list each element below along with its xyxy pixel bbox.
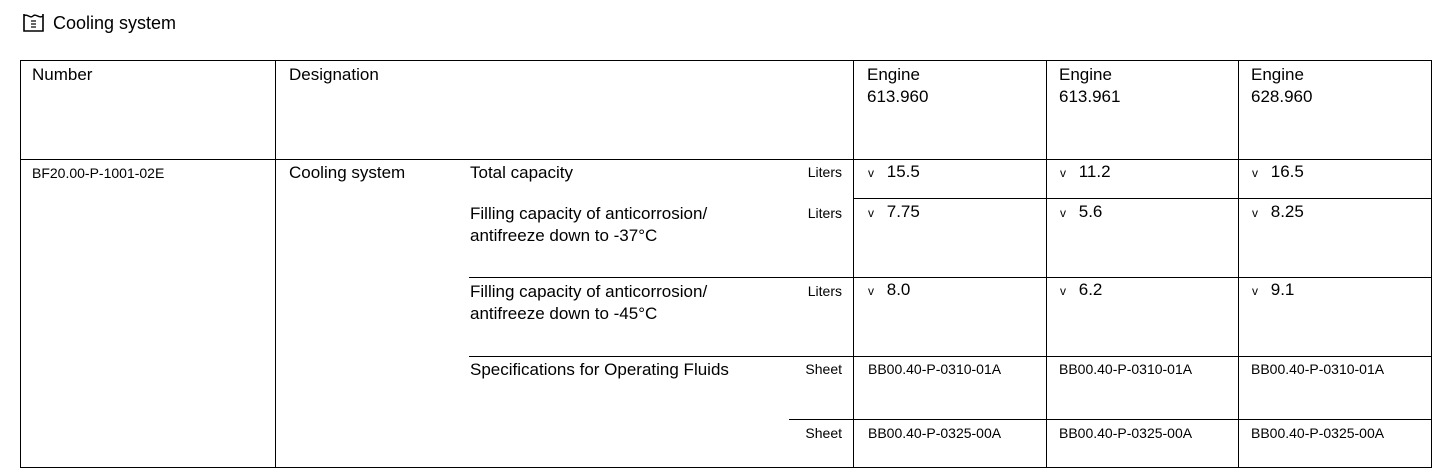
sheet-reference: BB00.40-P-0325-00A	[1059, 425, 1193, 441]
sheet-reference: BB00.40-P-0310-01A	[1251, 361, 1385, 377]
item-label: Total capacity	[470, 163, 573, 182]
engine-label: Engine	[1251, 65, 1304, 84]
value-cell	[1060, 202, 1102, 222]
sheet-reference: BB00.40-P-0310-01A	[1059, 361, 1193, 377]
section-title: Cooling system	[53, 13, 177, 33]
marker-icon: v	[868, 166, 874, 180]
value-cell	[868, 162, 920, 182]
engine-code: 613.960	[867, 87, 929, 106]
marker-icon: v	[1252, 166, 1258, 180]
engine-label: Engine	[1059, 65, 1112, 84]
item-unit: Sheet	[805, 425, 842, 441]
marker-icon: v	[1060, 166, 1066, 180]
engine-label: Engine	[867, 65, 920, 84]
item-label: Filling capacity of anticorrosion/ antifreeze down to -45°C	[470, 282, 708, 323]
value: 11.2	[1078, 162, 1111, 181]
value: 8.25	[1270, 202, 1304, 221]
value: 6.2	[1078, 280, 1103, 299]
marker-icon: v	[1252, 284, 1258, 298]
engine-code: 613.961	[1059, 87, 1121, 106]
value-cell	[1060, 162, 1111, 182]
marker-icon: v	[868, 284, 874, 298]
value: 9.1	[1270, 280, 1295, 299]
column-header-engine-2	[1059, 64, 1120, 108]
value: 16.5	[1270, 162, 1304, 181]
column-header-number: Number	[32, 65, 93, 84]
marker-icon: v	[868, 206, 874, 220]
value-cell	[868, 280, 910, 300]
item-unit: Liters	[807, 164, 842, 180]
cooling-system-table	[20, 60, 1432, 468]
marker-icon: v	[1060, 284, 1066, 298]
sheet-reference: BB00.40-P-0325-00A	[1251, 425, 1385, 441]
value: 15.5	[886, 162, 920, 181]
row-number: BF20.00-P-1001-02E	[32, 165, 165, 181]
value: 8.0	[886, 280, 911, 299]
sheet-reference: BB00.40-P-0310-01A	[868, 361, 1002, 377]
value: 7.75	[886, 202, 920, 221]
section-header	[22, 9, 176, 34]
value-cell	[1252, 202, 1304, 222]
row-group: Cooling system	[289, 163, 406, 182]
column-header-engine-3	[1251, 64, 1312, 108]
item-label: Specifications for Operating Fluids	[470, 360, 729, 379]
marker-icon: v	[1252, 206, 1258, 220]
value-cell	[1252, 162, 1304, 182]
sheet-reference: BB00.40-P-0325-00A	[868, 425, 1002, 441]
value-cell	[1252, 280, 1294, 300]
value-cell	[1060, 280, 1102, 300]
engine-code: 628.960	[1251, 87, 1313, 106]
item-unit: Liters	[807, 205, 842, 221]
marker-icon: v	[1060, 206, 1066, 220]
coolant-reservoir-icon	[22, 10, 47, 34]
column-header-engine-1	[867, 64, 928, 108]
column-header-designation: Designation	[289, 65, 379, 84]
item-unit: Liters	[807, 283, 842, 299]
value: 5.6	[1078, 202, 1103, 221]
item-unit: Sheet	[805, 361, 842, 377]
item-label: Filling capacity of anticorrosion/ antifreeze down to -37°C	[470, 204, 708, 245]
value-cell	[868, 202, 920, 222]
